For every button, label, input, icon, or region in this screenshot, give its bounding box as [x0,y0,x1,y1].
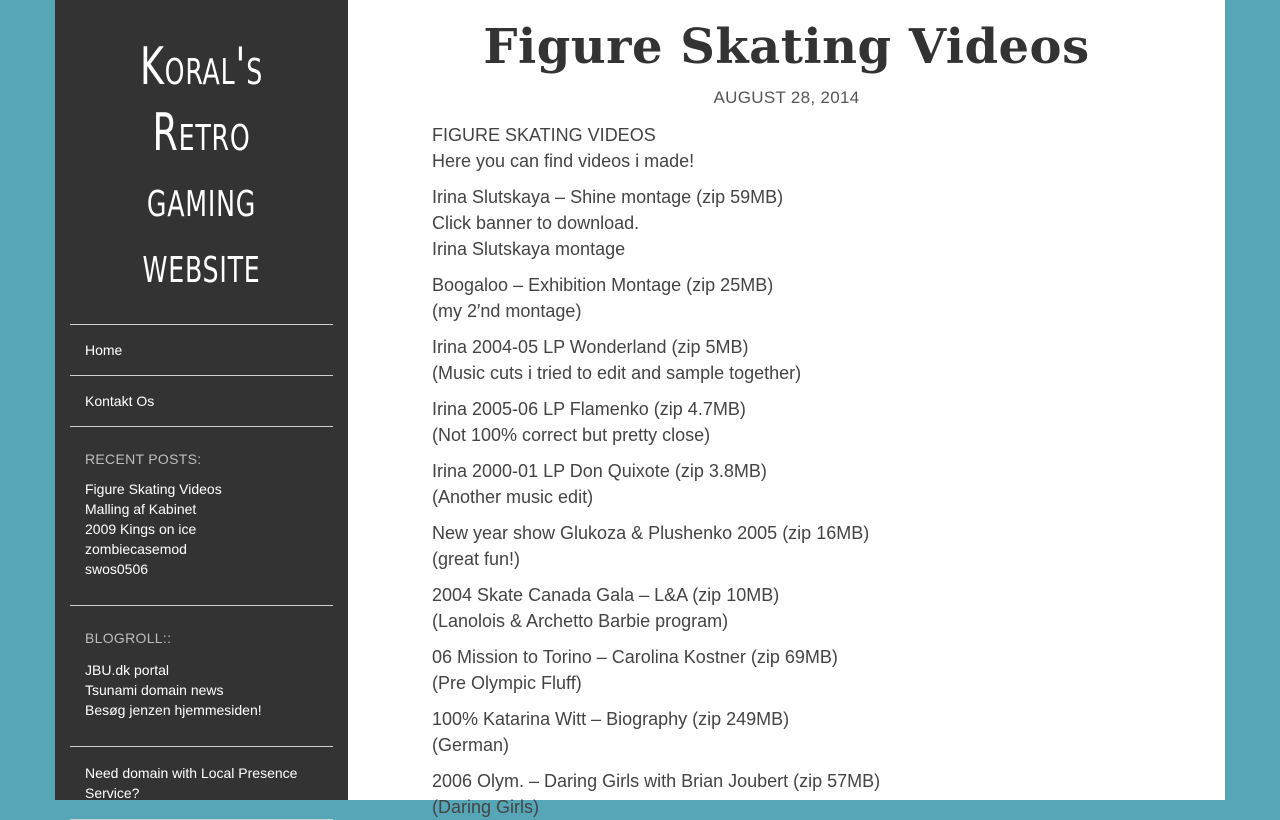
post-line: Here you can find videos i made! [432,151,695,171]
recent-post-link[interactable]: Malling af Kabinet [85,501,197,517]
promo-link[interactable]: Need domain with Local Presence Service? [85,765,298,801]
post-line: 2006 Olym. – Daring Girls with Brian Joubert (zip 57MB) [432,771,881,791]
nav-item-kontakt-os[interactable]: Kontakt Os [70,376,333,427]
post-line: Irina 2004-05 LP Wonderland (zip 5MB) [432,337,749,357]
post-line: (Music cuts i tried to edit and sample together) [432,363,802,383]
post-paragraph [432,334,1225,386]
main-nav [70,325,333,427]
post-paragraph [432,122,1225,174]
recent-post-link[interactable]: Figure Skating Videos [85,481,222,497]
post-paragraph [432,396,1225,448]
post-line: Irina Slutskaya – Shine montage (zip 59MB) [432,187,784,207]
post-line: Irina 2005-06 LP Flamenko (zip 4.7MB) [432,399,746,419]
post-line: (Another music edit) [432,487,594,507]
blogroll-link[interactable]: Besøg jenzen hjemmesiden! [85,702,262,718]
recent-post-link[interactable]: 2009 Kings on ice [85,521,197,537]
post-paragraph [432,184,1225,262]
post-paragraph [432,458,1225,510]
main-content [348,0,1225,817]
post-paragraph [432,520,1225,572]
post-line: (German) [432,735,510,755]
recent-post-link[interactable]: zombiecasemod [85,541,187,557]
blogroll-title: BLOGROLL:: [85,630,172,646]
post-paragraph [432,644,1225,696]
post-line: (great fun!) [432,549,521,569]
recent-posts-title: RECENT POSTS: [85,451,202,467]
post-line: (my 2′nd montage) [432,301,582,321]
post-date: AUGUST 28, 2014 [713,88,860,107]
blogroll-widget [70,606,333,747]
post-line: New year show Glukoza & Plushenko 2005 (zip 16MB) [432,523,870,543]
post-paragraph [432,272,1225,324]
post-paragraph [432,582,1225,634]
post-line: 2004 Skate Canada Gala – L&A (zip 10MB) [432,585,780,605]
sidebar [55,0,348,800]
site-title[interactable]: Koral's Retro gaming website [139,37,264,295]
post-line: (Lanolois & Archetto Barbie program) [432,611,729,631]
post-line: (Pre Olympic Fluff) [432,673,582,693]
nav-item-home[interactable]: Home [70,325,333,376]
post-line: Irina Slutskaya montage [432,239,626,259]
post-line: 06 Mission to Torino – Carolina Kostner (zip 69MB) [432,647,838,667]
post-line: (Daring Girls) [432,797,540,817]
post-line: 100% Katarina Witt – Biography (zip 249MB) [432,709,790,729]
post-paragraph [432,706,1225,758]
post-line: FIGURE SKATING VIDEOS [432,125,656,145]
blogroll-link[interactable]: Tsunami domain news [85,682,224,698]
post-line: Click banner to download. [432,213,640,233]
promo-widget [70,747,333,820]
post-line: Boogaloo – Exhibition Montage (zip 25MB) [432,275,774,295]
post-title: Figure Skating Videos [483,19,1090,75]
post-paragraph [432,768,1225,820]
recent-posts-widget [70,427,333,606]
recent-post-link[interactable]: swos0506 [85,561,149,577]
post-line: Irina 2000-01 LP Don Quixote (zip 3.8MB) [432,461,767,481]
blogroll-link[interactable]: JBU.dk portal [85,662,170,678]
post-body [432,122,1225,820]
post-line: (Not 100% correct but pretty close) [432,425,711,445]
page [55,0,1225,817]
